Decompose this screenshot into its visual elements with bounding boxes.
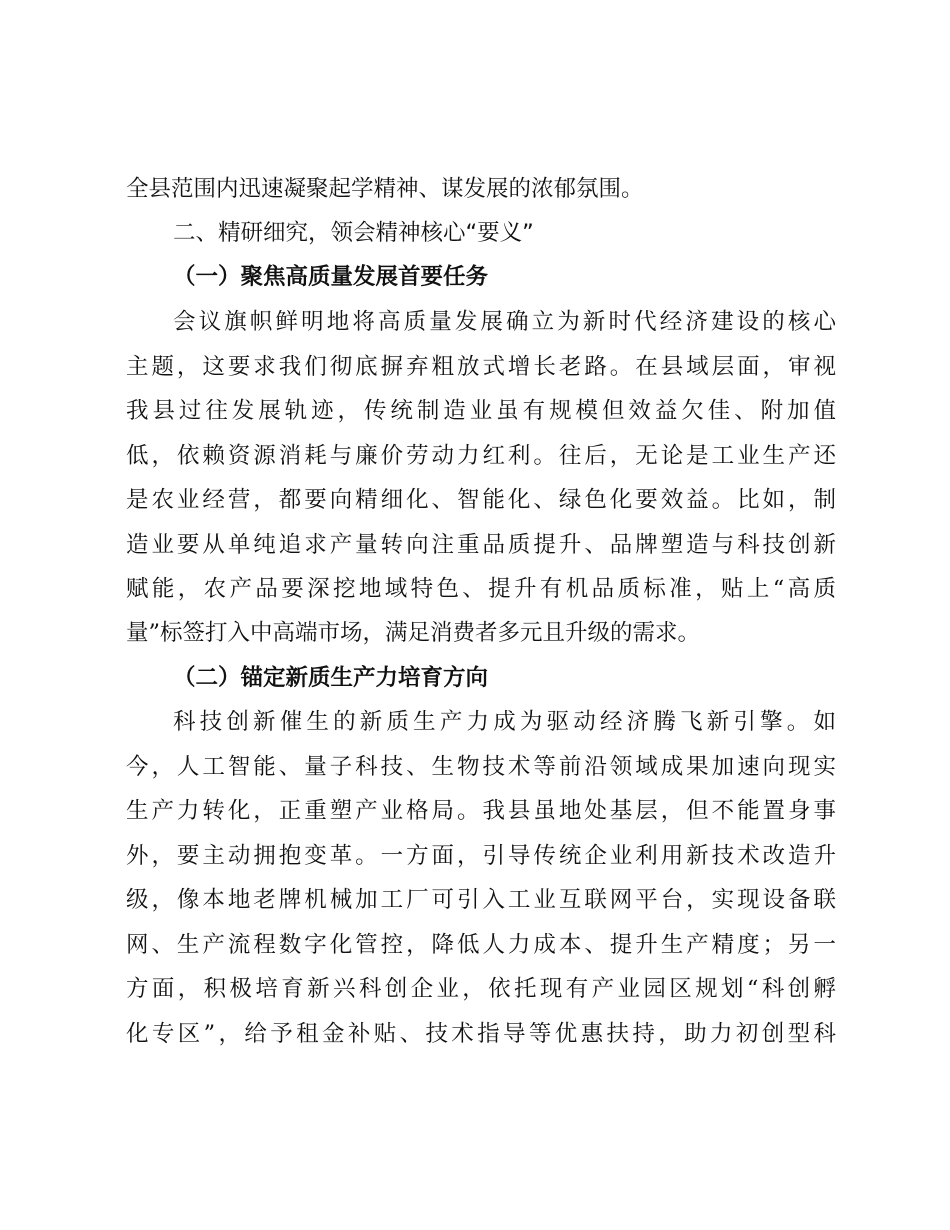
subsection-heading: （一）聚焦高质量发展首要任务 xyxy=(173,264,489,290)
subsection-heading: （二）锚定新质生产力培育方向 xyxy=(173,665,489,691)
body-text-line: 主题，这要求我们彻底摒弃粗放式增长老路。在县域层面，审视 xyxy=(126,354,836,380)
body-text-line: 我县过往发展轨迹，传统制造业虽有规模但效益欠佳、附加值 xyxy=(126,398,836,424)
body-text-line: 网、生产流程数字化管控，降低人力成本、提升生产精度；另一 xyxy=(126,932,836,958)
body-text-line: 外，要主动拥抱变革。一方面，引导传统企业利用新技术改造升 xyxy=(126,843,836,869)
body-text-line: 全县范围内迅速凝聚起学精神、谋发展的浓郁氛围。 xyxy=(126,176,644,202)
section-heading: 二、精研细究，领会精神核心“要义” xyxy=(173,220,534,246)
body-text-line: 是农业经营，都要向精细化、智能化、绿色化要效益。比如，制 xyxy=(126,487,836,513)
body-text-line: 会议旗帜鲜明地将高质量发展确立为新时代经济建设的核心 xyxy=(173,309,836,335)
body-text-line: 低，依赖资源消耗与廉价劳动力红利。往后，无论是工业生产还 xyxy=(126,443,836,469)
body-text-line: 今，人工智能、量子科技、生物技术等前沿领域成果加速向现实 xyxy=(126,754,836,780)
body-text-line: 科技创新催生的新质生产力成为驱动经济腾飞新引擎。如 xyxy=(173,709,836,735)
body-text-line: 生产力转化，正重塑产业格局。我县虽地处基层，但不能置身事 xyxy=(126,798,836,824)
body-text-line: 赋能，农产品要深挖地域特色、提升有机品质标准，贴上“高质 xyxy=(126,576,836,602)
body-text-line: 级，像本地老牌机械加工厂可引入工业互联网平台，实现设备联 xyxy=(126,887,836,913)
body-text-line: 量”标签打入中高端市场，满足消费者多元且升级的需求。 xyxy=(126,620,701,646)
body-text-line: 化专区”，给予租金补贴、技术指导等优惠扶持，助力初创型科 xyxy=(126,1021,836,1047)
body-text-line: 造业要从单纯追求产量转向注重品质提升、品牌塑造与科技创新 xyxy=(126,532,836,558)
body-text-line: 方面，积极培育新兴科创企业，依托现有产业园区规划“科创孵 xyxy=(126,976,836,1002)
